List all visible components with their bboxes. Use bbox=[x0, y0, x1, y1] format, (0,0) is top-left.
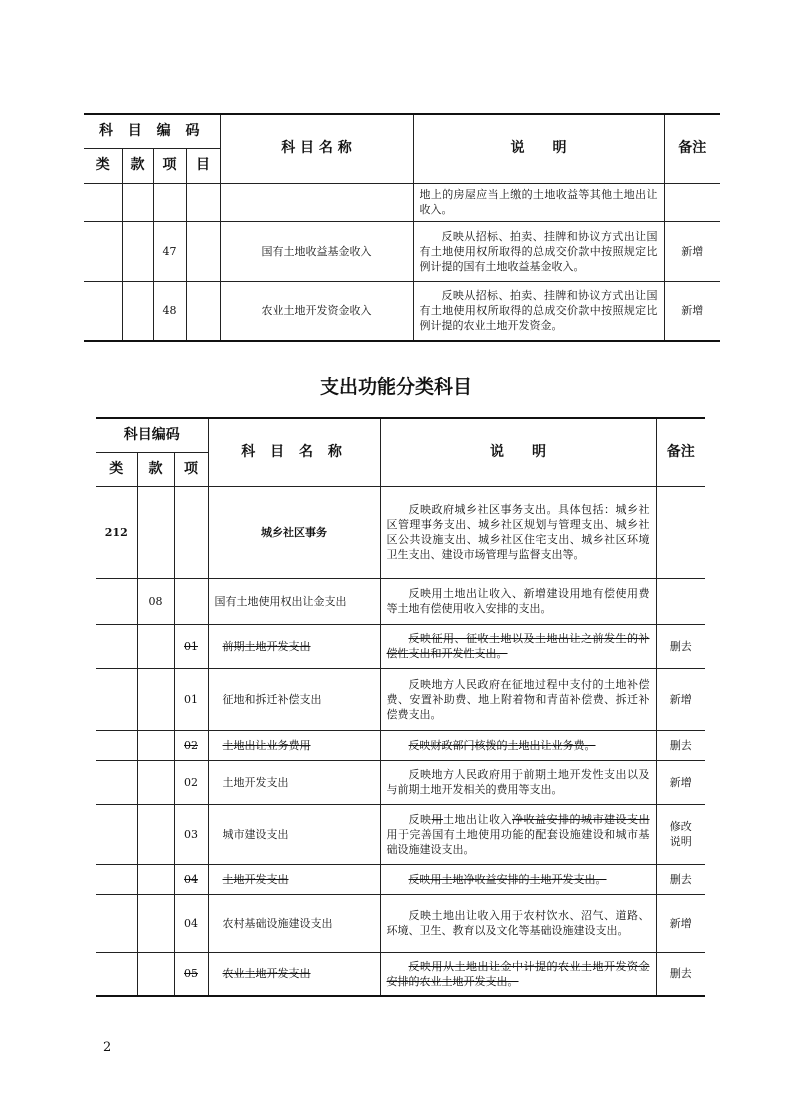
note-line: 修改 bbox=[669, 820, 692, 833]
row-name: 城市建设支出 bbox=[208, 804, 380, 864]
row-note: 新增 bbox=[664, 281, 720, 341]
row-name: 土地出让业务费用 bbox=[208, 730, 380, 760]
row-kuan: 08 bbox=[137, 578, 174, 624]
header-lei: 类 bbox=[84, 148, 122, 183]
row-description: 反映用从土地出让金中计提的农业土地开发资金安排的农业土地开发支出。 bbox=[380, 952, 656, 996]
header-subject-name: 科 目 名 称 bbox=[220, 114, 413, 183]
row-note: 新增 bbox=[656, 760, 705, 804]
row-description: 反映从招标、拍卖、挂牌和协议方式出让国有土地使用权所取得的总成交价款中按照规定比例计提的农业土地开发资金。 bbox=[413, 281, 664, 341]
row-name: 国有土地使用权出让金支出 bbox=[208, 578, 380, 624]
note-line: 说明 bbox=[669, 835, 692, 848]
row-note: 删去 bbox=[656, 624, 705, 668]
row-description: 反映从招标、拍卖、挂牌和协议方式出让国有土地使用权所取得的总成交价款中按照规定比例计提的国有土地收益基金收入。 bbox=[413, 221, 664, 281]
row-name: 农村基础设施建设支出 bbox=[208, 894, 380, 952]
desc-part: 土地出让收入 bbox=[443, 812, 513, 826]
row-description: 反映土地出让收入用于农村饮水、沼气、道路、环境、卫生、教育以及文化等基础设施建设支出。 bbox=[380, 894, 656, 952]
row-xiang: 04 bbox=[174, 864, 208, 894]
desc-part: 反映 bbox=[408, 812, 432, 826]
row-note: 删去 bbox=[656, 952, 705, 996]
row-name: 土地开发支出 bbox=[208, 760, 380, 804]
table-row bbox=[96, 578, 705, 624]
header-kuan: 款 bbox=[137, 452, 174, 486]
row-name: 国有土地收益基金收入 bbox=[220, 221, 413, 281]
header-xiang: 项 bbox=[174, 452, 208, 486]
continued-description: 地上的房屋应当上缴的土地收益等其他土地出让收入。 bbox=[413, 183, 664, 221]
row-note: 删去 bbox=[656, 730, 705, 760]
row-description: 反映政府城乡社区事务支出。具体包括：城乡社区管理事务支出、城乡社区规划与管理支出、城乡社区公共设施支出、城乡社区住宅支出、城乡社区环境卫生支出、建设市场管理与监督支出等。 bbox=[380, 486, 656, 578]
row-lei: 212 bbox=[96, 486, 137, 578]
row-note bbox=[656, 804, 705, 864]
table-row bbox=[96, 486, 705, 578]
row-xiang: 01 bbox=[174, 668, 208, 730]
row-name: 土地开发支出 bbox=[208, 864, 380, 894]
row-xiang: 03 bbox=[174, 804, 208, 864]
header-xiang: 项 bbox=[153, 148, 186, 183]
table-row bbox=[96, 894, 705, 952]
header-code-group: 科 目 编 码 bbox=[84, 114, 220, 148]
row-name: 农业土地开发支出 bbox=[208, 952, 380, 996]
table-row bbox=[96, 624, 705, 668]
header-mu: 目 bbox=[186, 148, 220, 183]
desc-struck: 用 bbox=[431, 812, 444, 826]
row-description: 反映用土地出让收入、新增建设用地有偿使用费等土地有偿使用收入安排的支出。 bbox=[380, 578, 656, 624]
row-name: 征地和拆迁补偿支出 bbox=[208, 668, 380, 730]
header-code-group: 科目编码 bbox=[96, 418, 208, 452]
desc-part: 用于完善国有土地使用功能的配套设施建设和城市基础设施建设支出。 bbox=[386, 827, 650, 856]
row-description: 反映征用、征收土地以及土地出让之前发生的补偿性支出和开发性支出。 bbox=[380, 624, 656, 668]
row-xiang: 05 bbox=[174, 952, 208, 996]
table-row bbox=[84, 221, 720, 281]
row-description: 反映财政部门核拨的土地出让业务费。 bbox=[380, 730, 656, 760]
row-description: 反映地方人民政府用于前期土地开发性支出以及与前期土地开发相关的费用等支出。 bbox=[380, 760, 656, 804]
header-note: 备注 bbox=[656, 418, 705, 486]
expenditure-subject-table bbox=[96, 417, 705, 997]
header-description: 说 明 bbox=[380, 418, 656, 486]
header-subject-name: 科 目 名 称 bbox=[208, 418, 380, 486]
table-row bbox=[96, 730, 705, 760]
row-xiang: 48 bbox=[153, 281, 186, 341]
row-note: 新增 bbox=[664, 221, 720, 281]
row-note: 删去 bbox=[656, 864, 705, 894]
row-note: 新增 bbox=[656, 668, 705, 730]
row-name: 农业土地开发资金收入 bbox=[220, 281, 413, 341]
header-lei: 类 bbox=[96, 452, 137, 486]
row-xiang: 02 bbox=[174, 760, 208, 804]
header-note: 备注 bbox=[664, 114, 720, 183]
table-row bbox=[84, 183, 720, 221]
row-description bbox=[380, 804, 656, 864]
table-row bbox=[84, 281, 720, 341]
header-kuan: 款 bbox=[122, 148, 153, 183]
row-description: 反映地方人民政府在征地过程中支付的土地补偿费、安置补助费、地上附着物和青苗补偿费、拆迁补偿费支出。 bbox=[380, 668, 656, 730]
revenue-subject-table bbox=[84, 113, 720, 342]
table-row bbox=[96, 760, 705, 804]
row-xiang: 01 bbox=[174, 624, 208, 668]
row-xiang: 02 bbox=[174, 730, 208, 760]
table-row bbox=[96, 668, 705, 730]
row-name: 城乡社区事务 bbox=[208, 486, 380, 578]
row-xiang: 04 bbox=[174, 894, 208, 952]
page-number: 2 bbox=[103, 1040, 112, 1055]
row-description: 反映用土地净收益安排的土地开发支出。 bbox=[380, 864, 656, 894]
row-note: 新增 bbox=[656, 894, 705, 952]
table-row bbox=[96, 952, 705, 996]
row-xiang: 47 bbox=[153, 221, 186, 281]
section-title: 支出功能分类科目 bbox=[319, 376, 472, 398]
table-row bbox=[96, 804, 705, 864]
table-row bbox=[96, 864, 705, 894]
row-name: 前期土地开发支出 bbox=[208, 624, 380, 668]
desc-struck: 净收益安排的城市建设支出 bbox=[512, 812, 650, 826]
header-description: 说 明 bbox=[413, 114, 664, 183]
